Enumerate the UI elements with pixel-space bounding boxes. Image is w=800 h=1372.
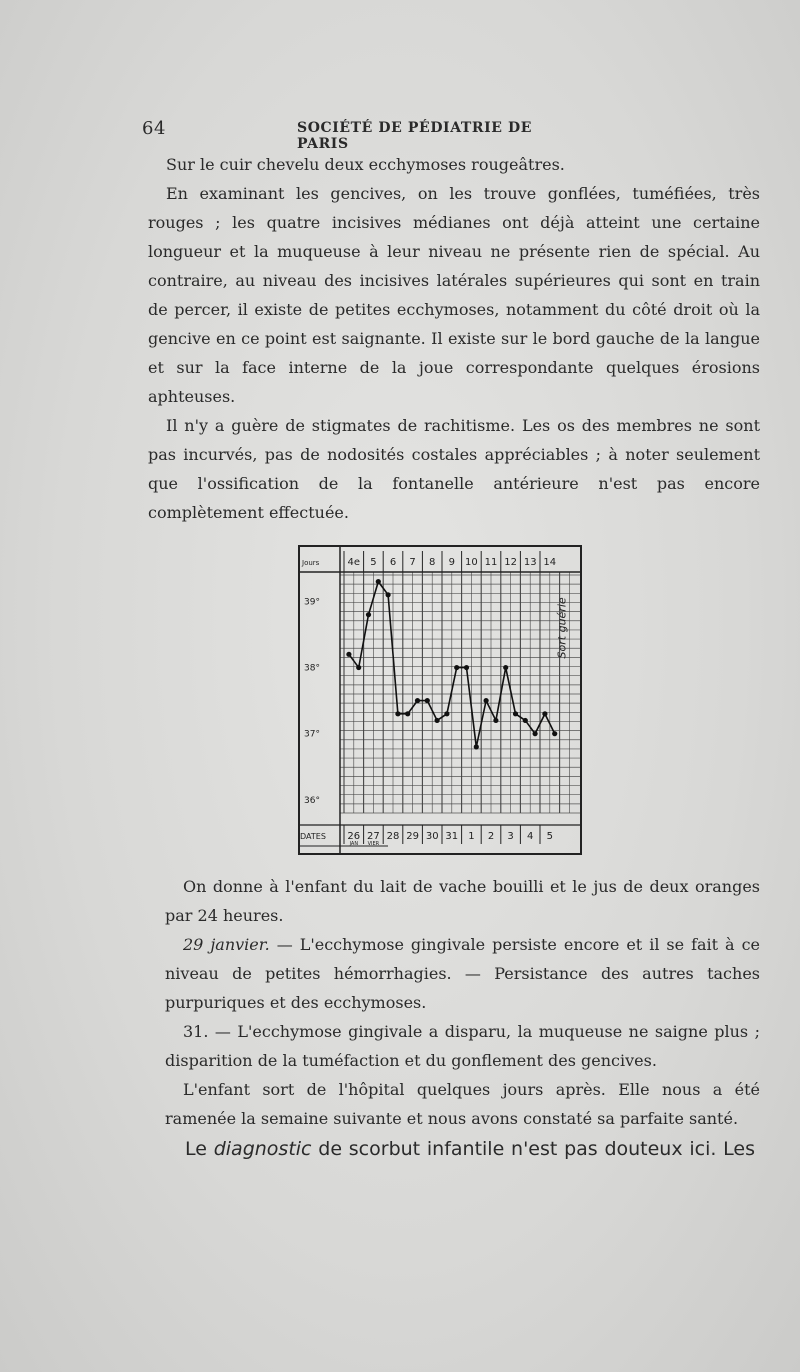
temperature-point	[513, 711, 518, 716]
temperature-point	[493, 718, 498, 723]
date-label: 29	[406, 831, 419, 842]
temperature-point	[464, 665, 469, 670]
dates-label: DATES	[300, 832, 326, 841]
y-axis-label: 36°	[304, 795, 320, 806]
month-label: JAN	[349, 841, 359, 847]
paragraph-4: On donne à l'enfant du lait de vache bouilli et le jus de deux oranges par 24 heures.	[165, 877, 760, 925]
date-label: 1	[468, 831, 475, 842]
day-label: 6	[389, 557, 397, 568]
temperature-point	[346, 652, 351, 657]
date-label: 28	[386, 831, 400, 842]
day-label: 9	[448, 557, 455, 568]
date-label: 31	[445, 831, 459, 842]
date-label: 3	[507, 831, 514, 842]
date-29-january: 29 janvier.	[183, 935, 270, 954]
temperature-point	[454, 665, 459, 670]
day-label: 7	[409, 557, 416, 568]
date-label: 5	[546, 831, 553, 842]
date-label: 27	[367, 831, 380, 842]
temperature-point	[425, 698, 430, 703]
page-number: 64	[142, 118, 166, 139]
temperature-point	[474, 744, 479, 749]
day-label: 5	[370, 557, 377, 568]
chart-frame	[299, 546, 581, 854]
paragraph-6	[165, 1017, 760, 1075]
jours-label: Jours	[302, 559, 320, 567]
temperature-point	[405, 711, 410, 716]
day-label: 8	[429, 557, 436, 568]
y-axis-label: 39°	[304, 597, 320, 608]
temperature-point	[366, 612, 371, 617]
y-axis-label: 37°	[304, 729, 320, 740]
day-label: 11	[484, 557, 498, 568]
month-label: VIER	[367, 841, 380, 847]
temperature-point	[386, 592, 391, 597]
y-axis-label: 38°	[304, 663, 320, 674]
date-31: 31.	[183, 1022, 209, 1041]
top-text	[148, 150, 760, 527]
temperature-point	[542, 711, 547, 716]
date-label: 30	[425, 831, 439, 842]
temperature-point	[435, 718, 440, 723]
day-label: 13	[523, 557, 537, 568]
temperature-chart-svg	[298, 545, 584, 857]
page-header	[142, 118, 588, 152]
date-label: 2	[487, 831, 495, 842]
paragraph-5	[165, 930, 760, 1017]
paragraph-6-text: — L'ecchymose gingivale a disparu, la muqueuse ne saigne plus ; disparition de la tuméfaction et du gonflement des gencives.	[165, 1022, 760, 1070]
paragraph-7: L'enfant sort de l'hôpital quelques jours après. Elle nous a été ramenée la semaine suivante et nous avons constaté sa parfaite santé.	[165, 1080, 760, 1128]
diagnostic-emphasis: diagnostic	[213, 1138, 312, 1160]
paragraph-2: En examinant les gencives, on les trouve gonflées, tuméfiées, très rouges ; les quatre incisives médianes ont déjà atteint une certaine longueur et la muqueuse à leur niveau ne présente rien de spécial. Au contraire, au niveau des incisives latérales supérieures qui sont en train de percer, il existe de petites ecchymoses, notamment du côté droit où la gencive en ce point est saignante. Il existe sur le bord gauche de la langue et sur la face interne de la joue correspondante quelques érosions aphteuses.	[148, 184, 760, 406]
temperature-point	[484, 698, 489, 703]
temperature-chart	[298, 545, 584, 861]
final-line-start: Le	[185, 1138, 207, 1160]
day-label: 12	[504, 557, 517, 568]
paragraph-1: Sur le cuir chevelu deux ecchymoses rougeâtres.	[166, 155, 565, 174]
temperature-point	[523, 718, 528, 723]
temperature-point	[415, 698, 420, 703]
final-line	[185, 1138, 755, 1160]
temperature-point	[444, 711, 449, 716]
temperature-point	[356, 665, 361, 670]
temperature-point	[503, 665, 508, 670]
final-line-end: de scorbut infantile n'est pas douteux ici. Les	[318, 1138, 755, 1160]
temperature-point	[533, 731, 538, 736]
temperature-point	[552, 731, 557, 736]
temperature-point	[395, 711, 400, 716]
day-label: 14	[543, 557, 557, 568]
day-label: 10	[465, 557, 478, 568]
running-title: SOCIÉTÉ DE PÉDIATRIE DE PARIS	[297, 120, 533, 152]
date-label: 4	[527, 831, 534, 842]
paragraph-3: Il n'y a guère de stigmates de rachitisme. Les os des membres ne sont pas incurvés, pas de nodosités costales appréciables ; à noter seulement que l'ossification de la fontanelle antérieure n'est pas encore complètement effectuée.	[148, 416, 760, 522]
bottom-text	[165, 872, 760, 1133]
date-label: 26	[347, 831, 361, 842]
sort-guerie-annotation: Sort guérie	[555, 597, 569, 659]
day-label: 4e	[347, 557, 361, 568]
paragraph-5-text: — L'ecchymose gingivale persiste encore et il se fait à ce niveau de petites hémorrhagies. — Persistance des autres taches purpuriques et des ecchymoses.	[165, 935, 760, 1012]
temperature-point	[376, 579, 381, 584]
